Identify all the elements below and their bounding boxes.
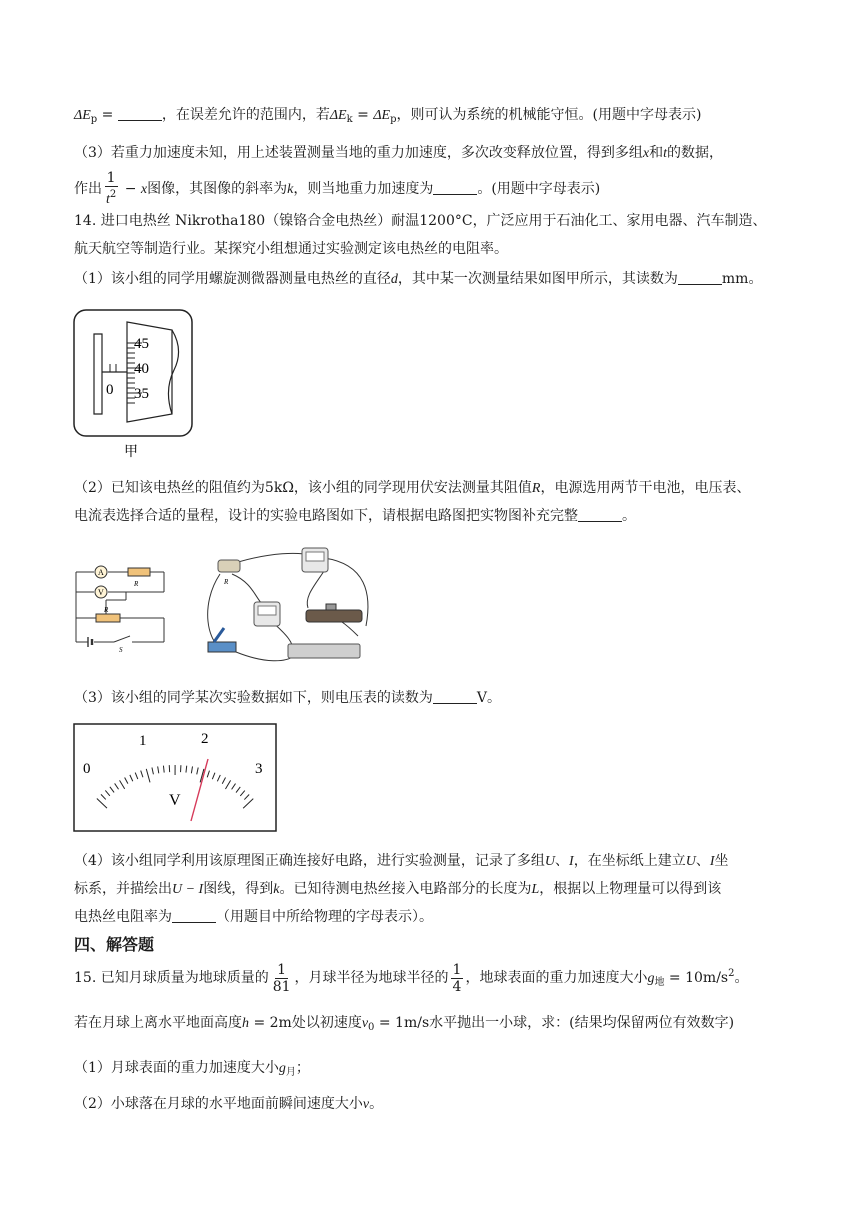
dial-unit-label: V — [169, 792, 181, 809]
dial-label-1: 1 — [139, 733, 147, 749]
resistor-rx-component — [218, 560, 240, 572]
q14-intro-line2: 航天航空等制造行业。某探究小组想通过实验测定该电热丝的电阻率。 — [74, 241, 508, 257]
q14-part4-line1: （4）该小组同学利用该原理图正确连接好电路，进行实验测量，记录了多组U、I，在坐标纸上建立U、I坐 — [74, 853, 729, 869]
dial-label-2: 2 — [201, 731, 209, 747]
tick-label-35: 35 — [134, 386, 149, 402]
svg-text:R: R — [104, 606, 109, 614]
answer-blank[interactable] — [172, 908, 216, 923]
voltmeter-dial — [73, 723, 277, 833]
fraction-1-over-t2: $\frac{1}{t^2}$ — [106, 170, 117, 207]
svg-text:R: R — [224, 578, 229, 586]
q13-part3-line2: 作出 $\frac{1}{t^2}$ − x图像，其图像的斜率为k，则当地重力加速度为 。(用题中字母表示) — [74, 170, 601, 207]
apparatus-illustration — [196, 544, 372, 666]
dial-label-3: 3 — [255, 761, 263, 777]
q15-line1: 15. 已知月球质量为地球质量的 $\frac{1}{81}$ ，月球半径为地球半径的 $\frac{1}{4}$ ，地球表面的重力加速度大小$g_地 = 10m/s^2$。 — [74, 961, 749, 995]
section-heading: 四、解答题 — [74, 935, 155, 954]
figure-caption-jia: 甲 — [124, 445, 138, 460]
answer-blank[interactable] — [433, 689, 477, 704]
tick-label-40: 40 — [134, 361, 149, 377]
answer-blank[interactable] — [578, 507, 622, 522]
q14-part2-line1: （2）已知该电热丝的阻值约为5kΩ，该小组的同学现用伏安法测量其阻值R，电源选用两节干电池，电压表、 — [74, 480, 751, 496]
q14-part3: （3）该小组的同学某次实验数据如下，则电压表的读数为 V。 — [74, 690, 502, 706]
resistor-rx — [128, 568, 150, 576]
q15-line2: 若在月球上离水平地面高度h = 2m处以初速度$v_0 = 1m/s$水平抛出一小球，求：(结果均保留两位有效数字) — [74, 1015, 735, 1033]
circuit-diagram — [70, 556, 180, 652]
answer-blank[interactable] — [433, 180, 477, 195]
svg-text:V: V — [98, 588, 104, 597]
answer-blank[interactable] — [118, 106, 162, 121]
q14-part1: （1）该小组的同学用螺旋测微器测量电热丝的直径d，其中某一次测量结果如图甲所示，其读数为 mm。 — [74, 271, 763, 287]
answer-blank[interactable] — [678, 270, 722, 285]
q15-part2: （2）小球落在月球的水平地面前瞬间速度大小v。 — [74, 1096, 384, 1112]
rheostat — [96, 614, 120, 622]
svg-text:S: S — [119, 646, 123, 652]
svg-text:A: A — [98, 568, 104, 577]
battery-component — [288, 644, 360, 658]
q14-part4-line2: 标系，并描绘出U − I图线，得到k。已知待测电热丝接入电路部分的长度为L，根据以上物理量可以得到该 — [74, 881, 722, 897]
q14-intro-line1: 14. 进口电热丝 Nikrotha180（镍铬合金电热丝）耐温1200°C，广泛应用于石油化工、家用电器、汽车制造、 — [74, 213, 767, 229]
q13-energy-line: $\Delta E_p$ = ，在误差允许的范围内，若$\Delta E_k = \Delta E_p$，则可认为系统的机械能守恒。(用题中字母表示) — [74, 107, 702, 125]
q14-part4-line3: 电热丝电阻率为 （用题目中所给物理的字母表示）。 — [74, 909, 433, 925]
q14-part2-line2: 电流表选择合适的量程，设计的实验电路图如下，请根据电路图把实物图补充完整 。 — [74, 508, 636, 524]
tick-label-45: 45 — [134, 336, 149, 352]
q15-part1: （1）月球表面的重力加速度大小$g_月$； — [74, 1060, 310, 1078]
micrometer-figure — [72, 308, 196, 460]
sleeve-zero-label: 0 — [106, 382, 114, 398]
rheostat-component — [306, 610, 362, 622]
svg-text:R: R — [134, 580, 139, 588]
q13-part3-line1: （3）若重力加速度未知，用上述装置测量当地的重力加速度，多次改变释放位置，得到多组x和t的数据， — [74, 145, 724, 161]
dial-label-0: 0 — [83, 761, 91, 777]
switch-component — [208, 642, 236, 652]
